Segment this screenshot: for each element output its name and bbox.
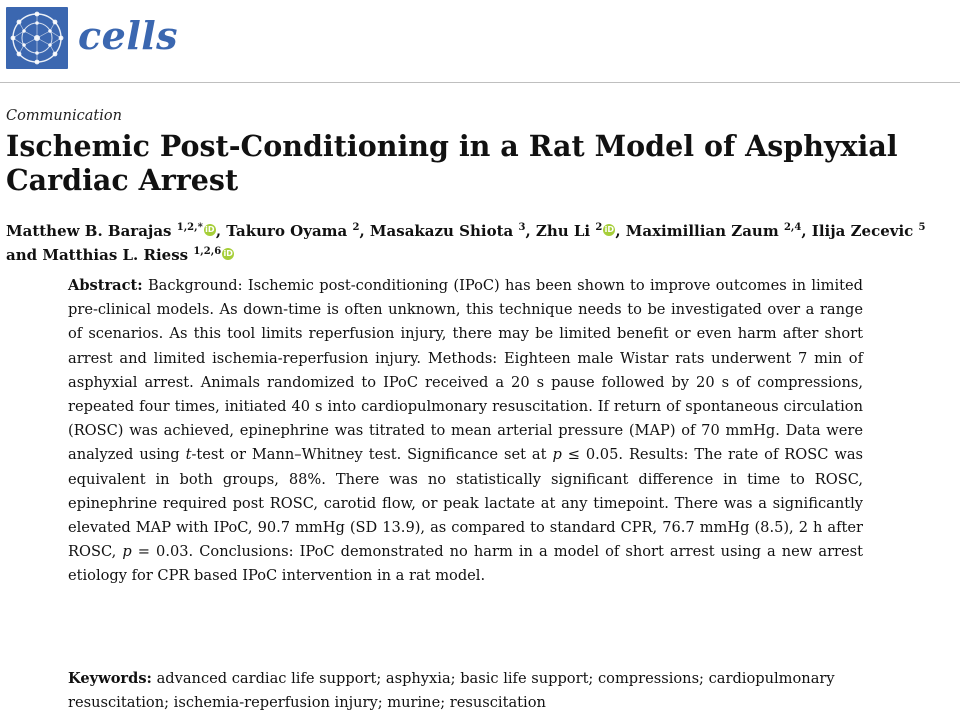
orcid-icon[interactable]: iD [223,249,233,258]
author-list: Matthew B. Barajas $^{1,2,*}$ iD, Takuro Oyama $^2$, Masakazu Shiota $^3$, Zhu Li $^2$ iD, Maximillian Zaum $^{2,4}$, Ilija Zecevic $^5$ and Matthias L. Riess $^{1,2,6}$ iD [6,222,926,264]
author-name[interactable]: Matthias L. Riess [42,246,194,264]
orcid-icon[interactable]: iD [604,225,615,234]
abstract-p-symbol: p [552,446,562,464]
author-name[interactable]: Ilija Zecevic [811,222,919,240]
author-joiner: and [6,246,43,264]
cells-logo-icon[interactable] [6,7,68,69]
author-name[interactable]: Takuro Oyama [226,222,353,240]
author-affiliation: 1,2,6 [193,246,222,257]
author-affiliation: 2 [352,222,360,233]
abstract-t-symbol: t [185,446,192,464]
author-affiliation: 2 [595,222,603,233]
article-type: Communication [6,108,122,124]
author-affiliation: 5 [918,222,926,233]
header-divider [0,82,960,83]
orcid-icon[interactable]: iD [205,225,215,234]
author-affiliation: 1,2,* [176,222,203,233]
abstract-label: Abstract: [68,277,143,294]
keywords-label: Keywords: [68,670,152,687]
abstract-text: = 0.03. Conclusions: IPoC demonstrated no harm in a model of short arrest using a new arrest etiology for CPR based IPoC intervention in a rat model. [68,543,864,585]
keywords [68,667,868,715]
cell-network-icon [6,7,68,69]
article-title: Ischemic Post-Conditioning in a Rat Model of Asphyxial Cardiac Arrest [6,129,898,197]
author-name[interactable]: Matthew B. Barajas [6,222,177,240]
author-name[interactable]: Zhu Li [535,222,596,240]
abstract-p-symbol: p [122,543,132,561]
author-affiliation: 2,4 [783,222,802,233]
abstract-text: ≤ 0.05. Results: The rate of ROSC was equivalent in both groups, 88%. There was no statistically significant difference in time to ROSC, epinephrine required post ROSC, carotid flow, or peak lactate at any timepoint. There was a significantly elevated MAP with IPoC, 90.7 mmHg (SD 13.9), as compared to standard CPR, 76.7 mmHg (8.5), 2 h after ROSC, [68,446,864,561]
author-affiliation: 3 [518,222,526,233]
author-name[interactable]: Masakazu Shiota [369,222,519,240]
abstract [68,274,863,589]
author-name[interactable]: Maximillian Zaum [625,222,784,240]
keywords-text: advanced cardiac life support; asphyxia; basic life support; compressions; cardiopulmonary resuscitation; ischemia-reperfusion injury; murine; resuscitation [68,670,835,711]
abstract-text: -test or Mann–Whitney test. Significance set at [191,446,547,464]
abstract-text: Background: Ischemic post-conditioning (IPoC) has been shown to improve outcomes in limited pre-clinical models. As down-time is often unknown, this technique needs to be investigated over a range of scenarios. As this tool limits reperfusion injury, there may be limited benefit or even harm after short arrest and limited ischemia-reperfusion injury. Methods: Eighteen male Wistar rats underwent 7 min of asphyxial arrest. Animals randomized to IPoC received a 20 s pause followed by 20 s of compressions, repeated four times, initiated 40 s into cardiopulmonary resuscitation. If return of spontaneous circulation (ROSC) was achieved, epinephrine was titrated to mean arterial pressure (MAP) of 70 mmHg. Data were analyzed using [68,277,864,464]
journal-name[interactable]: cells [78,13,179,58]
